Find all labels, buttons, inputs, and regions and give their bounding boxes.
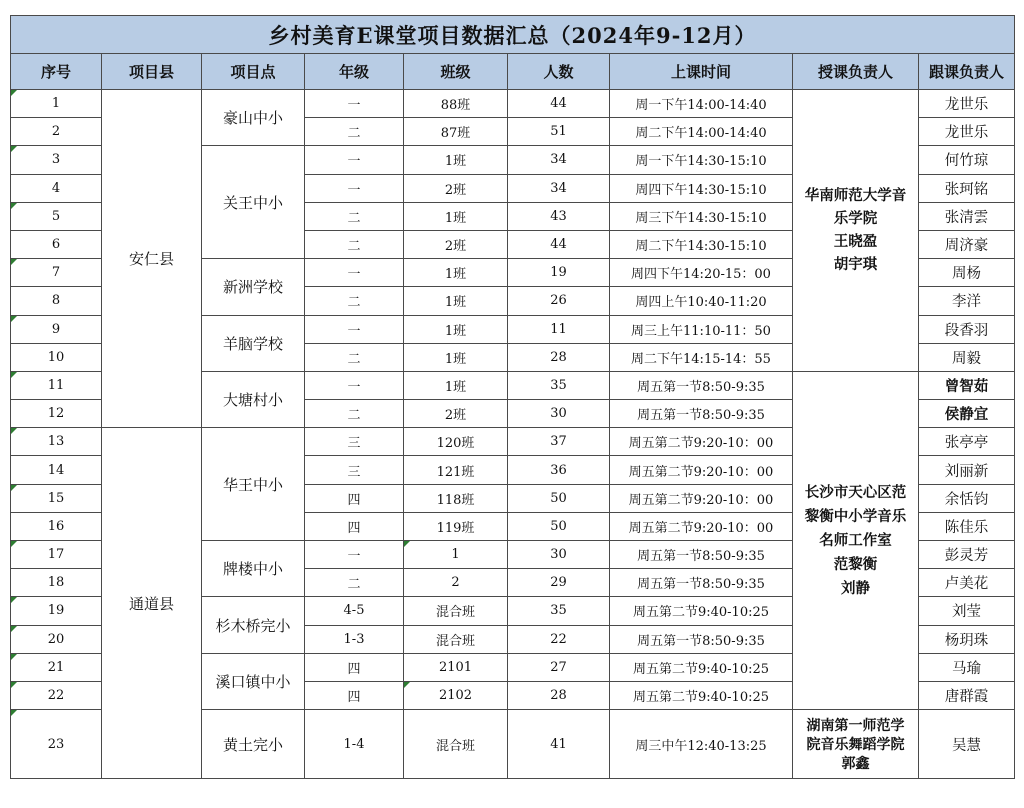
cell-time[interactable]: 周五第一节8:50-9:35 (610, 569, 793, 597)
cell-index[interactable]: 7 (11, 259, 102, 287)
cell-grade[interactable]: 四 (305, 653, 404, 681)
cell-time[interactable]: 周五第一节8:50-9:35 (610, 625, 793, 653)
cell-school[interactable]: 黄土完小 (202, 710, 305, 779)
lead-line: 华南师范大学音 (804, 187, 907, 205)
cell-index[interactable]: 18 (11, 569, 102, 597)
cell-count[interactable]: 43 (508, 202, 610, 230)
cell-grade[interactable]: 四 (305, 681, 404, 709)
lead-line: 长沙市天心区范 (804, 483, 907, 501)
cell-time[interactable]: 周四上午10:40-11:20 (610, 287, 793, 315)
cell-school[interactable]: 杉木桥完小 (202, 597, 305, 653)
cell-index[interactable]: 19 (11, 597, 102, 625)
cell-time[interactable]: 周五第二节9:20-10：00 (610, 512, 793, 540)
header-lead[interactable]: 授课负责人 (793, 54, 919, 90)
cell-index[interactable]: 14 (11, 456, 102, 484)
lead-line: 胡宇琪 (833, 256, 878, 274)
cell-grade[interactable]: 三 (305, 428, 404, 456)
cell-teacher[interactable]: 余恬钧 (919, 484, 1015, 512)
cell-grade[interactable]: 二 (305, 569, 404, 597)
cell-time[interactable]: 周五第二节9:40-10:25 (610, 597, 793, 625)
header-grade[interactable]: 年级 (305, 54, 404, 90)
cell-class[interactable]: 1班 (404, 259, 508, 287)
lead-line: 王晓盈 (833, 233, 878, 251)
cell-lead[interactable] (793, 371, 919, 709)
cell-grade[interactable]: 一 (305, 541, 404, 569)
cell-class[interactable]: 2 (404, 569, 508, 597)
cell-grade[interactable]: 二 (305, 400, 404, 428)
cell-time[interactable]: 周五第一节8:50-9:35 (610, 541, 793, 569)
cell-count[interactable]: 36 (508, 456, 610, 484)
cell-grade[interactable]: 一 (305, 90, 404, 118)
lead-line: 范黎衡 (833, 555, 878, 573)
cell-class[interactable]: 1班 (404, 287, 508, 315)
cell-time[interactable]: 周一下午14:00-14:40 (610, 90, 793, 118)
cell-class[interactable]: 1班 (404, 343, 508, 371)
cell-grade[interactable]: 二 (305, 118, 404, 146)
cell-class[interactable]: 2101 (404, 653, 508, 681)
cell-count[interactable]: 22 (508, 625, 610, 653)
cell-teacher[interactable]: 张亭亭 (919, 428, 1015, 456)
cell-grade[interactable]: 一 (305, 146, 404, 174)
cell-index[interactable]: 21 (11, 653, 102, 681)
cell-index[interactable]: 15 (11, 484, 102, 512)
cell-class[interactable]: 混合班 (404, 597, 508, 625)
cell-count[interactable]: 28 (508, 343, 610, 371)
cell-teacher[interactable]: 马瑜 (919, 653, 1015, 681)
cell-count[interactable]: 35 (508, 597, 610, 625)
cell-index[interactable]: 6 (11, 230, 102, 258)
cell-time[interactable]: 周三上午11:10-11：50 (610, 315, 793, 343)
header-row (11, 54, 1015, 90)
cell-class[interactable]: 1班 (404, 202, 508, 230)
cell-count[interactable]: 51 (508, 118, 610, 146)
cell-count[interactable]: 37 (508, 428, 610, 456)
header-county[interactable]: 项目县 (102, 54, 202, 90)
cell-teacher[interactable]: 刘莹 (919, 597, 1015, 625)
cell-index[interactable]: 17 (11, 541, 102, 569)
cell-class[interactable]: 1班 (404, 146, 508, 174)
cell-teacher[interactable]: 陈佳乐 (919, 512, 1015, 540)
cell-teacher[interactable]: 龙世乐 (919, 118, 1015, 146)
cell-time[interactable]: 周五第一节8:50-9:35 (610, 371, 793, 399)
cell-school[interactable]: 大塘村小 (202, 371, 305, 427)
cell-teacher[interactable]: 何竹琼 (919, 146, 1015, 174)
cell-class[interactable]: 混合班 (404, 625, 508, 653)
cell-grade[interactable]: 三 (305, 456, 404, 484)
cell-class[interactable]: 2班 (404, 174, 508, 202)
cell-index[interactable]: 20 (11, 625, 102, 653)
cell-time[interactable]: 周五第二节9:20-10：00 (610, 484, 793, 512)
header-count[interactable]: 人数 (508, 54, 610, 90)
cell-school[interactable]: 豪山中小 (202, 90, 305, 146)
cell-teacher[interactable]: 李洋 (919, 287, 1015, 315)
cell-grade[interactable]: 二 (305, 287, 404, 315)
cell-class[interactable]: 88班 (404, 90, 508, 118)
cell-time[interactable]: 周五第二节9:20-10：00 (610, 428, 793, 456)
cell-count[interactable]: 34 (508, 174, 610, 202)
cell-lead[interactable] (793, 710, 919, 779)
cell-grade[interactable]: 一 (305, 371, 404, 399)
cell-class[interactable]: 118班 (404, 484, 508, 512)
cell-count[interactable]: 28 (508, 681, 610, 709)
cell-index[interactable]: 12 (11, 400, 102, 428)
cell-count[interactable]: 34 (508, 146, 610, 174)
cell-grade[interactable]: 4-5 (305, 597, 404, 625)
cell-school[interactable]: 华王中小 (202, 428, 305, 541)
cell-grade[interactable]: 二 (305, 343, 404, 371)
cell-index[interactable]: 11 (11, 371, 102, 399)
header-school[interactable]: 项目点 (202, 54, 305, 90)
cell-count[interactable]: 44 (508, 90, 610, 118)
cell-grade[interactable]: 一 (305, 315, 404, 343)
cell-grade[interactable]: 1-4 (305, 710, 404, 779)
cell-school[interactable]: 溪口镇中小 (202, 653, 305, 709)
cell-index[interactable]: 3 (11, 146, 102, 174)
cell-school[interactable]: 关王中小 (202, 146, 305, 259)
lead-line: 黎衡中小学音乐 (804, 507, 907, 525)
cell-teacher[interactable]: 彭灵芳 (919, 541, 1015, 569)
lead-line: 刘静 (841, 579, 870, 597)
cell-index[interactable]: 4 (11, 174, 102, 202)
cell-class[interactable]: 2102 (404, 681, 508, 709)
cell-index[interactable]: 1 (11, 90, 102, 118)
cell-time[interactable]: 周三中午12:40-13:25 (610, 710, 793, 779)
cell-count[interactable]: 30 (508, 541, 610, 569)
cell-grade[interactable]: 四 (305, 512, 404, 540)
cell-teacher[interactable]: 曾智茹 (919, 371, 1015, 399)
cell-count[interactable]: 11 (508, 315, 610, 343)
table-row (11, 90, 1015, 118)
cell-school[interactable]: 羊脑学校 (202, 315, 305, 371)
cell-time[interactable]: 周五第一节8:50-9:35 (610, 400, 793, 428)
cell-count[interactable]: 26 (508, 287, 610, 315)
cell-count[interactable]: 50 (508, 512, 610, 540)
cell-teacher[interactable]: 张珂铭 (919, 174, 1015, 202)
cell-class[interactable]: 121班 (404, 456, 508, 484)
cell-class[interactable]: 87班 (404, 118, 508, 146)
cell-time[interactable]: 周五第二节9:20-10：00 (610, 456, 793, 484)
cell-teacher[interactable]: 卢美花 (919, 569, 1015, 597)
cell-teacher[interactable]: 周毅 (919, 343, 1015, 371)
cell-time[interactable]: 周二下午14:15-14：55 (610, 343, 793, 371)
cell-index[interactable]: 23 (11, 710, 102, 779)
header-index[interactable]: 序号 (11, 54, 102, 90)
lead-line: 院音乐舞蹈学院 (806, 736, 905, 753)
cell-grade[interactable]: 二 (305, 202, 404, 230)
cell-count[interactable]: 41 (508, 710, 610, 779)
cell-count[interactable]: 29 (508, 569, 610, 597)
cell-teacher[interactable]: 侯静宜 (919, 400, 1015, 428)
cell-index[interactable]: 22 (11, 681, 102, 709)
cell-count[interactable]: 19 (508, 259, 610, 287)
header-class[interactable]: 班级 (404, 54, 508, 90)
cell-teacher[interactable]: 唐群霞 (919, 681, 1015, 709)
cell-time[interactable]: 周二下午14:00-14:40 (610, 118, 793, 146)
cell-index[interactable]: 2 (11, 118, 102, 146)
cell-index[interactable]: 9 (11, 315, 102, 343)
cell-school[interactable]: 新洲学校 (202, 259, 305, 315)
cell-teacher[interactable]: 杨玥珠 (919, 625, 1015, 653)
cell-teacher[interactable]: 吴慧 (919, 710, 1015, 779)
lead-line: 郭鑫 (841, 755, 870, 772)
cell-count[interactable]: 50 (508, 484, 610, 512)
cell-class[interactable]: 119班 (404, 512, 508, 540)
sheet-title: 乡村美育E课堂项目数据汇总（2024年9-12月） (11, 16, 1015, 54)
cell-grade[interactable]: 四 (305, 484, 404, 512)
cell-count[interactable]: 35 (508, 371, 610, 399)
cell-count[interactable]: 44 (508, 230, 610, 258)
cell-teacher[interactable]: 龙世乐 (919, 90, 1015, 118)
cell-lead[interactable] (793, 90, 919, 372)
lead-line: 湖南第一师范学 (806, 717, 905, 734)
cell-index[interactable]: 16 (11, 512, 102, 540)
cell-index[interactable]: 10 (11, 343, 102, 371)
header-teacher[interactable]: 跟课负责人 (919, 54, 1015, 90)
lead-line: 乐学院 (833, 210, 878, 228)
cell-index[interactable]: 5 (11, 202, 102, 230)
cell-time[interactable]: 周四下午14:30-15:10 (610, 174, 793, 202)
cell-grade[interactable]: 1-3 (305, 625, 404, 653)
cell-time[interactable]: 周一下午14:30-15:10 (610, 146, 793, 174)
cell-county[interactable]: 通道县 (102, 428, 202, 779)
cell-grade[interactable]: 一 (305, 174, 404, 202)
cell-time[interactable]: 周五第二节9:40-10:25 (610, 681, 793, 709)
header-time[interactable]: 上课时间 (610, 54, 793, 90)
cell-class[interactable]: 混合班 (404, 710, 508, 779)
cell-count[interactable]: 27 (508, 653, 610, 681)
cell-class[interactable]: 1 (404, 541, 508, 569)
cell-index[interactable]: 8 (11, 287, 102, 315)
cell-school[interactable]: 牌楼中小 (202, 541, 305, 597)
cell-count[interactable]: 30 (508, 400, 610, 428)
lead-line: 名师工作室 (819, 531, 892, 549)
cell-teacher[interactable]: 张清雲 (919, 202, 1015, 230)
cell-class[interactable]: 120班 (404, 428, 508, 456)
cell-grade[interactable]: 二 (305, 230, 404, 258)
cell-county[interactable]: 安仁县 (102, 90, 202, 428)
cell-time[interactable]: 周二下午14:30-15:10 (610, 230, 793, 258)
data-table (10, 15, 1015, 779)
cell-class[interactable]: 2班 (404, 230, 508, 258)
cell-teacher[interactable]: 刘丽新 (919, 456, 1015, 484)
cell-teacher[interactable]: 段香羽 (919, 315, 1015, 343)
cell-teacher[interactable]: 周济豪 (919, 230, 1015, 258)
cell-class[interactable]: 1班 (404, 315, 508, 343)
cell-time[interactable]: 周五第二节9:40-10:25 (610, 653, 793, 681)
cell-index[interactable]: 13 (11, 428, 102, 456)
cell-time[interactable]: 周四下午14:20-15：00 (610, 259, 793, 287)
cell-time[interactable]: 周三下午14:30-15:10 (610, 202, 793, 230)
cell-class[interactable]: 1班 (404, 371, 508, 399)
cell-grade[interactable]: 一 (305, 259, 404, 287)
cell-teacher[interactable]: 周杨 (919, 259, 1015, 287)
cell-class[interactable]: 2班 (404, 400, 508, 428)
